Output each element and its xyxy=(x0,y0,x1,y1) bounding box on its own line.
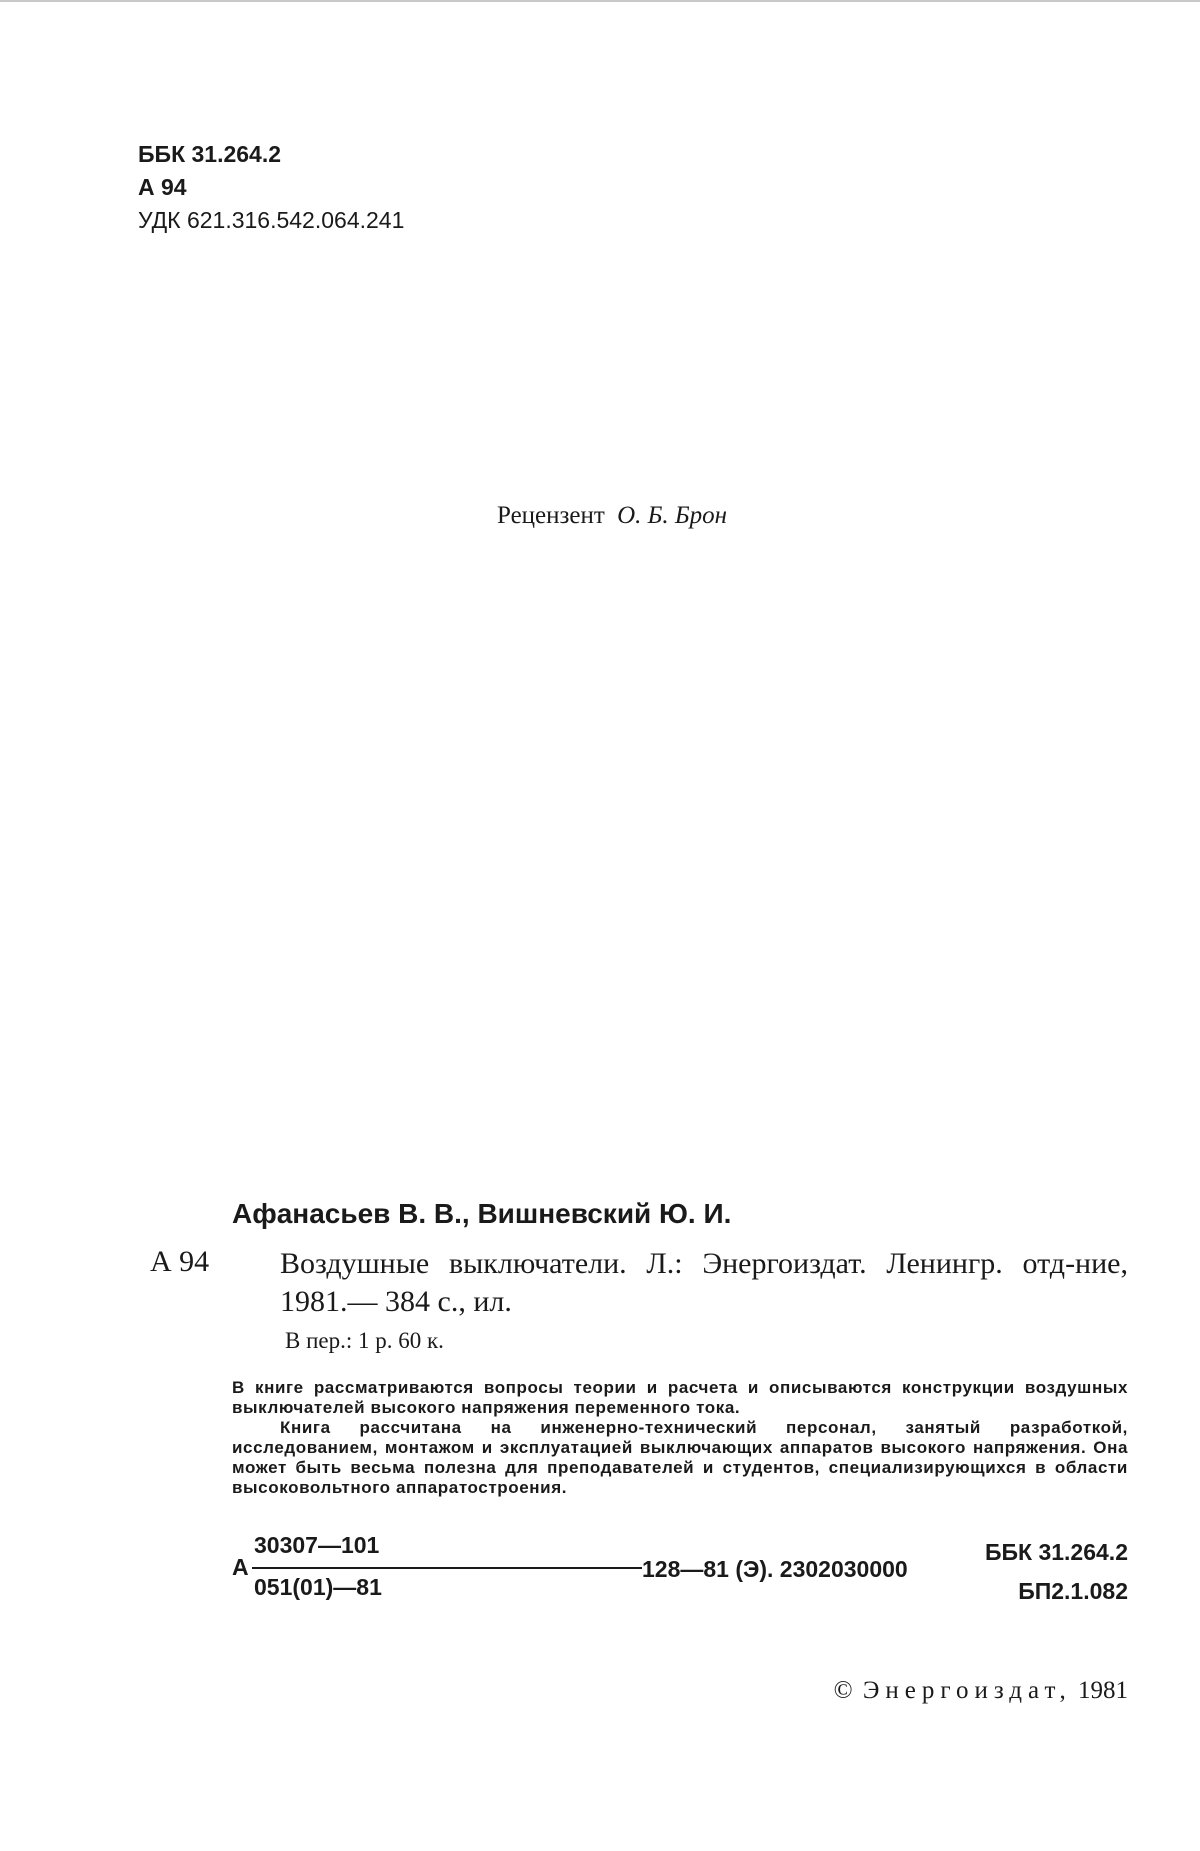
reviewer-label: Рецензент xyxy=(497,502,605,529)
copyright-icon: © xyxy=(833,1677,853,1704)
annotation-paragraph: Книга рассчитана на инженерно-технический персонал, занятый разработкой, исследованием, монтажом и эксплуатацией выключающих аппаратов высокого напряжения. Она может быть весьма полезна для преподавателей и студентов, специализирующихся в области высоковольтного аппаратостроения. xyxy=(232,1418,1128,1497)
bibliographic-description: Воздушные выключатели. Л.: Энергоиздат. Ленингр. отд-ние, 1981.— 384 с., ил. xyxy=(280,1247,1128,1318)
publication-code-rest: 128—81 (Э). 2302030000 xyxy=(642,1556,908,1582)
fraction-line xyxy=(252,1567,642,1569)
udk-index: УДК 621.316.542.064.241 xyxy=(138,207,405,233)
publication-code-denominator: 051(01)—81 xyxy=(254,1574,382,1600)
copyright-line xyxy=(834,1677,1128,1705)
copyright-year: 1981 xyxy=(1078,1677,1128,1704)
author-mark: А 94 xyxy=(138,174,187,200)
reviewer-name: О. Б. Брон xyxy=(617,502,728,529)
publication-code xyxy=(232,1532,908,1602)
bbk-index: ББК 31.264.2 xyxy=(138,141,282,167)
publication-code-letter: А xyxy=(232,1554,249,1580)
publication-classification xyxy=(985,1533,1128,1611)
publication-bp: БП2.1.082 xyxy=(1018,1578,1128,1604)
classification-index-block xyxy=(138,138,404,237)
bibliography-author-mark: А 94 xyxy=(150,1245,210,1278)
book-annotation xyxy=(232,1378,1128,1498)
book-price: В пер.: 1 р. 60 к. xyxy=(285,1328,444,1353)
publication-bbk: ББК 31.264.2 xyxy=(984,1539,1128,1565)
page-top-border xyxy=(0,0,1200,2)
annotation-paragraph: В книге рассматриваются вопросы теории и расчета и описываются конструкции воздушных выключателей высокого напряжения переменного тока. xyxy=(232,1378,1128,1417)
copyright-publisher: Энергоиздат, xyxy=(862,1677,1072,1704)
book-authors: Афанасьев В. В., Вишневский Ю. И. xyxy=(232,1198,732,1229)
reviewer-line xyxy=(497,502,727,530)
publication-code-numerator: 30307—101 xyxy=(254,1532,380,1558)
